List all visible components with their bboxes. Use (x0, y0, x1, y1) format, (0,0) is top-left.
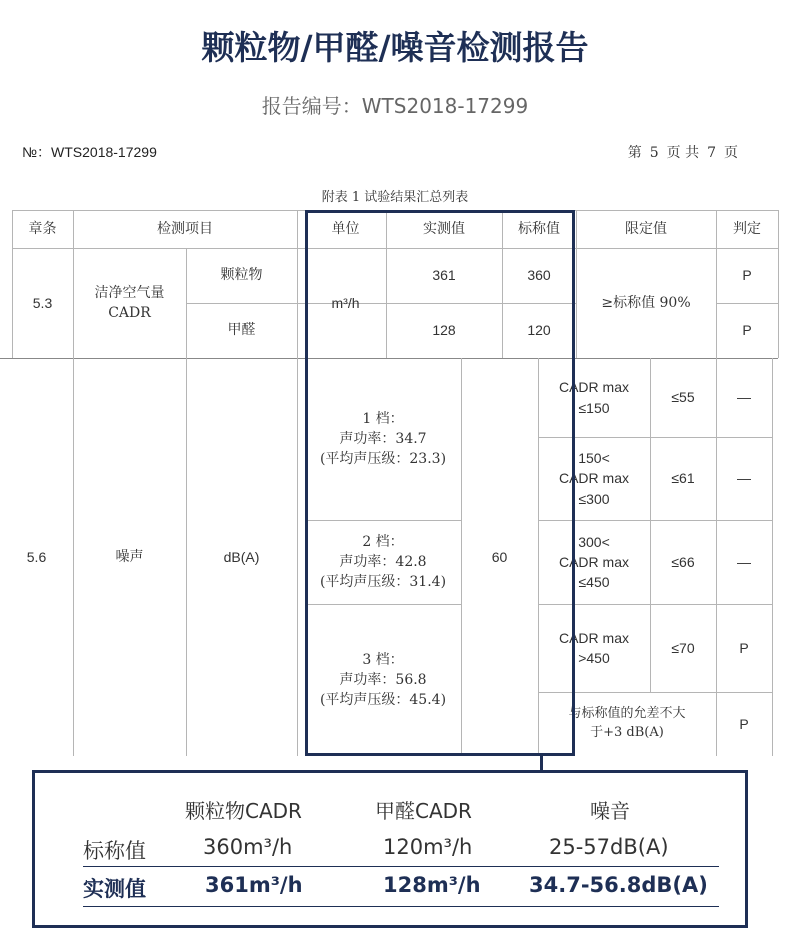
summary-box (32, 770, 748, 928)
header-limit: 限定值 (625, 220, 667, 237)
noise-verdict-2: — (737, 470, 751, 487)
measured-particulate: 361 (432, 267, 456, 284)
item-noise: 噪声 (115, 548, 144, 565)
noise-limit-4: ≤70 (671, 639, 695, 656)
noise-verdict-4: P (739, 639, 749, 656)
sub-formaldehyde: 甲醛 (227, 322, 256, 339)
header-unit: 单位 (331, 220, 360, 237)
noise-condition-1: CADR max ≤150 (558, 379, 629, 416)
noise-condition-4: CADR max >450 (558, 629, 629, 666)
gear-2-result: 2 档： 声功率：42.8 (平均声压级：31.4) (319, 533, 447, 591)
summary-bottom-rule (83, 906, 719, 907)
clause-5-3: 5.3 (32, 294, 53, 311)
header-nominal: 标称值 (518, 220, 560, 237)
summary-measured-particulate: 361m³/h (205, 873, 303, 897)
noise-limit-2: ≤61 (671, 470, 695, 487)
summary-divider (83, 866, 719, 867)
page-number: 5 (649, 145, 659, 161)
summary-measured-label: 实测值 (83, 877, 146, 901)
noise-limit-1: ≤55 (671, 389, 695, 406)
page-prefix: 第 (627, 145, 642, 161)
summary-nominal-label: 标称值 (83, 839, 146, 863)
document-number: №：WTS2018-17299 (22, 144, 157, 160)
nominal-noise: 60 (491, 548, 508, 565)
summary-nominal-formaldehyde: 120m³/h (383, 835, 473, 859)
report-number: 报告编号：WTS2018-17299 (261, 94, 529, 118)
page-total: 7 (707, 145, 716, 161)
noise-verdict-3: — (737, 553, 751, 570)
table-caption: 附表 1 试验结果汇总列表 (321, 190, 469, 205)
nominal-formaldehyde: 120 (527, 322, 551, 339)
report-title: 颗粒物/甲醛/噪音检测报告 (201, 28, 589, 67)
header-item: 检测项目 (157, 220, 213, 237)
page-indicator (624, 142, 742, 162)
verdict-particulate: P (742, 267, 752, 284)
summary-measured-noise: 34.7-56.8dB(A) (529, 873, 708, 897)
summary-nominal-particulate: 360m³/h (203, 835, 293, 859)
summary-nominal-noise: 25-57dB(A) (549, 835, 669, 859)
noise-tolerance: 与标称值的允差不大 于+3 dB(A) (568, 706, 686, 740)
clause-5-6: 5.6 (26, 548, 47, 565)
header-verdict: 判定 (733, 220, 761, 237)
limit-cadr: ≥标称值 90% (601, 294, 691, 311)
noise-verdict-1: — (737, 389, 751, 406)
page-mid: 页 共 (666, 145, 700, 161)
sub-particulate: 颗粒物 (220, 267, 263, 284)
noise-tolerance-verdict: P (739, 715, 749, 732)
header-clause: 章条 (28, 220, 57, 237)
unit-cadr: m³/h (331, 294, 360, 311)
gear-1-result: 1 档： 声功率：34.7 (平均声压级：23.3) (319, 410, 447, 468)
unit-noise: dB(A) (223, 548, 260, 565)
header-measured: 实测值 (423, 220, 465, 237)
summary-measured-formaldehyde: 128m³/h (383, 873, 481, 897)
highlight-frame (305, 210, 575, 756)
noise-limit-3: ≤66 (671, 553, 695, 570)
summary-header-formaldehyde: 甲醛CADR (375, 799, 472, 823)
summary-header-noise: 噪音 (590, 799, 630, 823)
item-cadr: 洁净空气量 CADR (94, 284, 165, 321)
noise-condition-3: 300< CADR max ≤450 (558, 533, 629, 591)
gear-3-result: 3 档： 声功率：56.8 (平均声压级：45.4) (319, 651, 447, 709)
verdict-formaldehyde: P (742, 322, 752, 339)
nominal-particulate: 360 (527, 267, 551, 284)
summary-header-particulate: 颗粒物CADR (185, 799, 302, 823)
noise-condition-2: 150< CADR max ≤300 (558, 450, 629, 507)
page-suffix: 页 (724, 145, 738, 161)
measured-formaldehyde: 128 (432, 322, 456, 339)
